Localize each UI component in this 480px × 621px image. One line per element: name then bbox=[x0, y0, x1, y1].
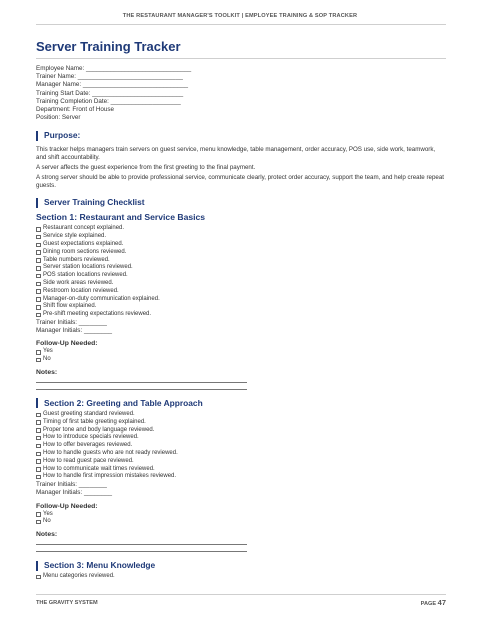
checkbox[interactable] bbox=[36, 413, 41, 418]
footer-brand: THE GRAVITY SYSTEM bbox=[36, 600, 98, 606]
checkbox[interactable] bbox=[36, 227, 41, 232]
purpose-paragraph: A strong server should be able to provide professional service, communicate clearly, protect order accuracy, support the team, and help create repeat guests. bbox=[36, 174, 445, 189]
employee-info-fields bbox=[36, 65, 446, 122]
checklist-item[interactable]: How to communicate wait times reviewed. bbox=[36, 466, 446, 474]
checkbox[interactable] bbox=[36, 266, 41, 271]
notes-label: Notes: bbox=[36, 368, 58, 376]
checkbox[interactable] bbox=[36, 250, 41, 255]
trainer-initials-field[interactable]: Trainer Initials: ________ bbox=[36, 481, 107, 489]
checkbox[interactable] bbox=[36, 575, 41, 580]
footer-divider bbox=[36, 594, 446, 595]
section-heading bbox=[36, 398, 446, 409]
checkbox[interactable] bbox=[36, 459, 41, 464]
followup-label: Follow-Up Needed: bbox=[36, 340, 98, 348]
checkbox[interactable] bbox=[36, 358, 41, 363]
checklist-item[interactable]: Menu categories reviewed. bbox=[36, 573, 446, 581]
checklist-item[interactable]: How to offer beverages reviewed. bbox=[36, 442, 446, 450]
section-2-checklist bbox=[36, 411, 446, 481]
checklist-item[interactable]: Shift flow explained. bbox=[36, 303, 446, 311]
checklist-item[interactable]: How to handle first impression mistakes reviewed. bbox=[36, 473, 446, 481]
checkbox[interactable] bbox=[36, 297, 41, 302]
position-field: Position: Server bbox=[36, 114, 81, 122]
followup-no-option[interactable]: No bbox=[36, 518, 446, 526]
checkbox[interactable] bbox=[36, 243, 41, 248]
checklist-heading bbox=[36, 197, 446, 208]
page-number-value: 47 bbox=[437, 598, 446, 607]
section-title: Section 3: Menu Knowledge bbox=[44, 560, 156, 571]
checklist-item[interactable]: Guest expectations explained. bbox=[36, 241, 446, 249]
checklist-item[interactable]: Guest greeting standard reviewed. bbox=[36, 411, 446, 419]
manager-initials-field[interactable]: Manager Initials: ________ bbox=[36, 327, 112, 335]
department-field: Department: Front of House bbox=[36, 106, 115, 114]
checkbox[interactable] bbox=[36, 274, 41, 279]
followup-no-option[interactable]: No bbox=[36, 356, 446, 364]
training-completion-date-field[interactable]: Training Completion Date: ____________________ bbox=[36, 97, 181, 105]
notes-line[interactable] bbox=[36, 544, 247, 545]
document-body bbox=[36, 38, 446, 581]
checklist-item[interactable]: Timing of first table greeting explained. bbox=[36, 419, 446, 427]
heading-accent-bar bbox=[36, 198, 38, 208]
followup-yes-option[interactable]: Yes bbox=[36, 348, 446, 356]
checkbox[interactable] bbox=[36, 258, 41, 263]
checkbox[interactable] bbox=[36, 452, 41, 457]
checklist-item[interactable]: POS station locations reviewed. bbox=[36, 272, 446, 280]
page-title: Server Training Tracker bbox=[36, 39, 181, 54]
page-number bbox=[421, 598, 446, 607]
checklist-item[interactable]: Table numbers reviewed. bbox=[36, 257, 446, 265]
notes-line[interactable] bbox=[36, 389, 247, 390]
checkbox[interactable] bbox=[36, 475, 41, 480]
checkbox[interactable] bbox=[36, 444, 41, 449]
checklist-item[interactable]: Server station locations reviewed. bbox=[36, 264, 446, 272]
checkbox[interactable] bbox=[36, 235, 41, 240]
checkbox[interactable] bbox=[36, 467, 41, 472]
heading-accent-bar bbox=[36, 561, 38, 571]
checklist-item[interactable]: How to handle guests who are not ready reviewed. bbox=[36, 450, 446, 458]
checklist-item[interactable]: How to introduce specials reviewed. bbox=[36, 434, 446, 442]
trainer-name-field[interactable]: Trainer Name: ______________________________ bbox=[36, 73, 183, 81]
purpose-paragraph: This tracker helps managers train servers on guest service, menu knowledge, table management, order accuracy, POS use, side work, teamwork, and shift accountability. bbox=[36, 146, 436, 162]
checklist-item[interactable]: Proper tone and body language reviewed. bbox=[36, 427, 446, 435]
checklist-item[interactable]: Side work areas reviewed. bbox=[36, 280, 446, 288]
checkbox[interactable] bbox=[36, 282, 41, 287]
checkbox[interactable] bbox=[36, 428, 41, 433]
trainer-initials-field[interactable]: Trainer Initials: ________ bbox=[36, 318, 107, 326]
checkbox[interactable] bbox=[36, 289, 41, 294]
section-1-checklist bbox=[36, 225, 446, 319]
followup-yes-option[interactable]: Yes bbox=[36, 511, 446, 519]
purpose-heading-text: Purpose: bbox=[44, 130, 81, 141]
section-heading bbox=[36, 560, 446, 571]
checkbox[interactable] bbox=[36, 520, 41, 525]
training-start-date-field[interactable]: Training Start Date: __________________________ bbox=[36, 89, 184, 97]
running-header: THE RESTAURANT MANAGER'S TOOLKIT | EMPLOYEE TRAINING & SOP TRACKER bbox=[122, 13, 358, 19]
checkbox[interactable] bbox=[36, 420, 41, 425]
checklist-item[interactable]: How to read guest pace reviewed. bbox=[36, 458, 446, 466]
manager-name-field[interactable]: Manager Name: ______________________________ bbox=[36, 81, 188, 89]
checkbox[interactable] bbox=[36, 313, 41, 318]
notes-line[interactable] bbox=[36, 551, 247, 552]
heading-accent-bar bbox=[36, 131, 38, 141]
checkbox[interactable] bbox=[36, 305, 41, 310]
section-3-checklist bbox=[36, 573, 446, 581]
checklist-item[interactable]: Service style explained. bbox=[36, 233, 446, 241]
heading-accent-bar bbox=[36, 398, 38, 408]
followup-label: Follow-Up Needed: bbox=[36, 502, 98, 510]
employee-name-field[interactable]: Employee Name: ______________________________ bbox=[36, 65, 192, 72]
checklist-heading-text: Server Training Checklist bbox=[44, 197, 145, 208]
notes-line[interactable] bbox=[36, 382, 247, 383]
checklist-item[interactable]: Restroom location reviewed. bbox=[36, 288, 446, 296]
manager-initials-field[interactable]: Manager Initials: ________ bbox=[36, 489, 112, 497]
checkbox[interactable] bbox=[36, 436, 41, 441]
checklist-item[interactable]: Dining room sections reviewed. bbox=[36, 249, 446, 257]
checklist-item[interactable]: Pre-shift meeting expectations reviewed. bbox=[36, 311, 446, 319]
checkbox[interactable] bbox=[36, 512, 41, 517]
title-divider bbox=[36, 58, 446, 59]
page-label: PAGE bbox=[420, 601, 437, 607]
notes-label: Notes: bbox=[36, 531, 58, 539]
checkbox[interactable] bbox=[36, 350, 41, 355]
section-title: Section 1: Restaurant and Service Basics bbox=[36, 212, 206, 223]
checklist-item[interactable]: Manager-on-duty communication explained. bbox=[36, 296, 446, 304]
purpose-paragraph: A server affects the guest experience from the first greeting to the final payment. bbox=[36, 164, 256, 172]
purpose-heading bbox=[36, 130, 446, 141]
checklist-item[interactable]: Restaurant concept explained. bbox=[36, 225, 446, 233]
section-title: Section 2: Greeting and Table Approach bbox=[44, 397, 203, 408]
header-divider bbox=[36, 24, 446, 25]
